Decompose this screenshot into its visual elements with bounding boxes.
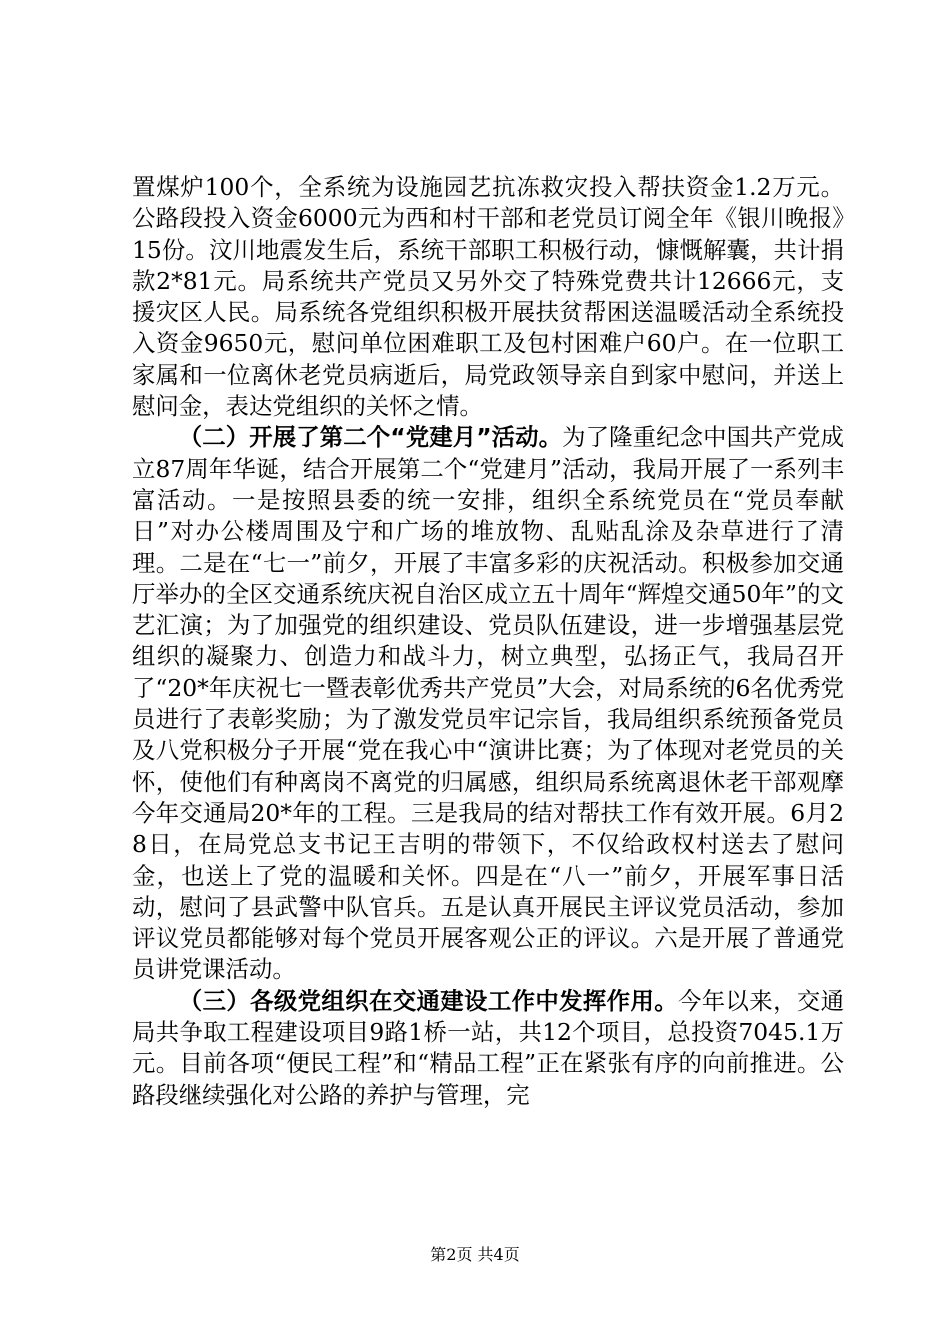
- paragraph-2-text: 为了隆重纪念中国共产党成立87周年华诞，结合开展第二个“党建月”活动，我局开展了一系列丰富活动。一是按照县委的统一安排，组织全系统党员在“党员奉献日”对办公楼周围及宁和广场的堆放物、乱贴乱涂及杂草进行了清理。二是在“七一”前夕，开展了丰富多彩的庆祝活动。积极参加交通厅举办的全区交通系统庆祝自治区成立五十周年“辉煌交通50年”的文艺汇演；为了加强党的组织建设、党员队伍建设，进一步增强基层党组织的凝聚力、创造力和战斗力，树立典型，弘扬正气，我局召开了“20*年庆祝七一暨表彰优秀共产党员”大会，对局系统的6名优秀党员进行了表彰奖励；为了激发党员牢记宗旨，我局组织系统预备党员及八党积极分子开展“党在我心中“演讲比赛；为了体现对老党员的关怀，使他们有种离岗不离党的归属感，组织局系统离退休老干部观摩今年交通局20*年的工程。三是我局的结对帮扶工作有效开展。6月28日，在局党总支书记王吉明的带领下，不仅给政权村送去了慰问金，也送上了党的温暖和关怀。四是在“八一”前夕，开展军事日活动，慰问了县武警中队官兵。五是认真开展民主评议党员活动，参加评议党员都能够对每个党员开展客观公正的评议。六是开展了普通党员讲党课活动。: [132, 423, 845, 984]
- paragraph-3-text: 今年以来，交通局共争取工程建设项目9路1桥一站，共12个项目，总投资7045.1万元。目前各项“便民工程”和“精品工程”正在紧张有序的向前推进。公路段继续强化对公路的养护与管理，完: [132, 986, 844, 1109]
- paragraph-3-heading: （三）各级党组织在交通建设工作中发挥作用。: [178, 986, 678, 1015]
- document-body: [132, 172, 844, 1111]
- paragraph-3: [132, 986, 844, 1111]
- paragraph-2-heading: （二）开展了第二个“党建月”活动。: [178, 423, 563, 452]
- paragraph-1: [132, 172, 844, 422]
- paragraph-2: [132, 422, 844, 985]
- paragraph-1-text: 置煤炉100个，全系统为设施园艺抗冻救灾投入帮扶资金1.2万元。公路段投入资金6000元为西和村干部和老党员订阅全年《银川晚报》15份。汶川地震发生后，系统干部职工积极行动，慷慨解囊，共计捐款2*81元。局系统共产党员又另外交了特殊党费共计12666元，支援灾区人民。局系统各党组织积极开展扶贫帮困送温暖活动全系统投入资金9650元，慰问单位困难职工及包村困难户60户。在一位职工家属和一位离休老党员病逝后，局党政领导亲自到家中慰问，并送上慰问金，表达党组织的关怀之情。: [132, 173, 844, 421]
- page-number-footer: 第2页 共4页: [430, 1245, 520, 1264]
